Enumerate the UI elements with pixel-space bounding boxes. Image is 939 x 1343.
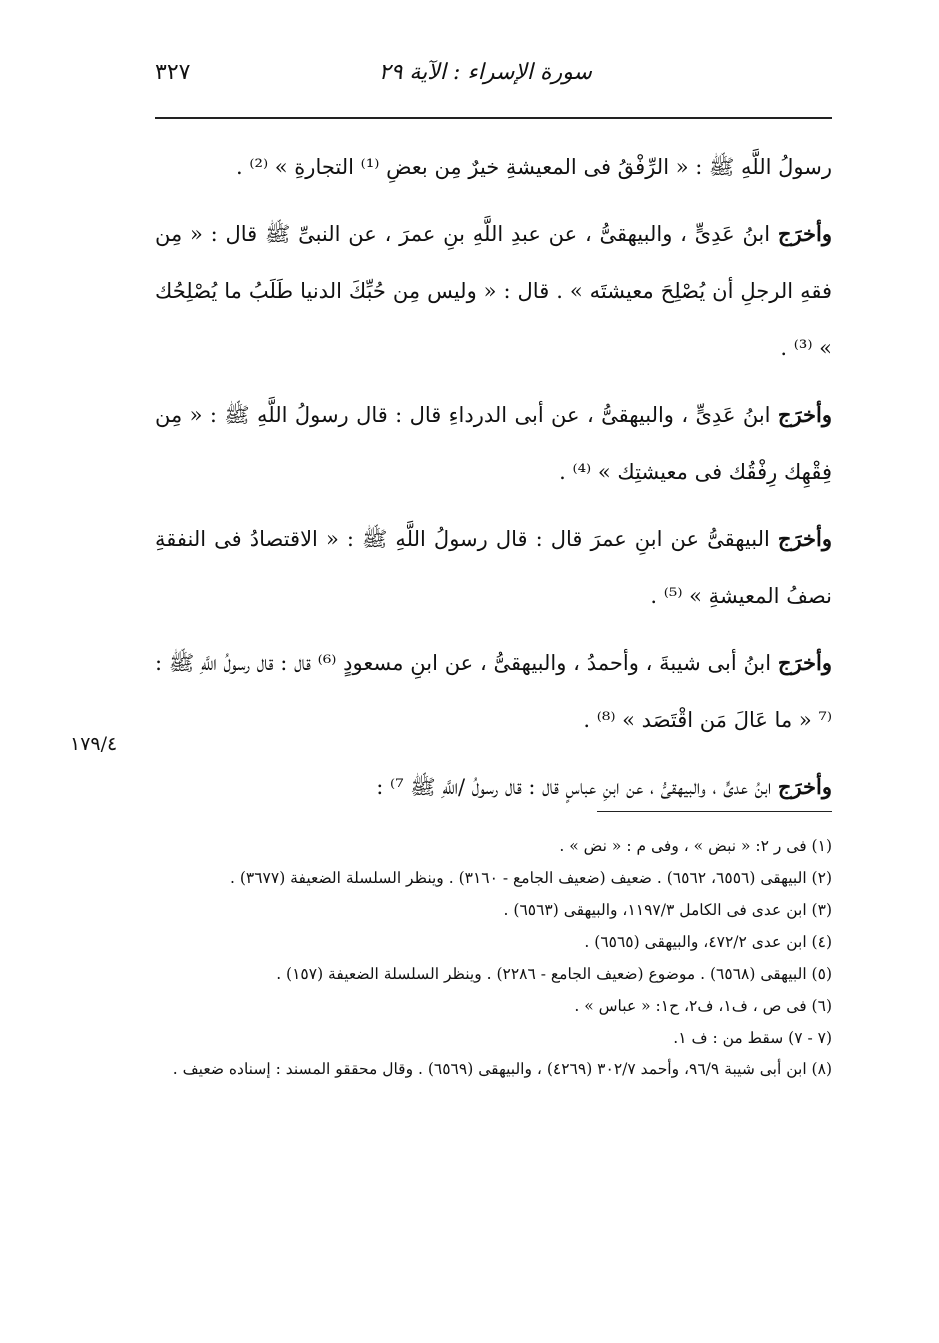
paragraph-text: ابنُ عَدِىٍّ ، والبيهقىُّ ، عن أبى الدرداءِ قال : قال رسولُ اللَّهِ ﷺ : « مِن فِقْهِك رِفْقُك فى معيشتِك » ⁽⁴⁾ . bbox=[155, 403, 832, 484]
paragraph bbox=[155, 634, 832, 749]
footnote: (٧ - ٧) سقط من : ف ١. bbox=[673, 1029, 832, 1047]
paragraph-lead: وأخرَج bbox=[777, 402, 832, 427]
paragraph-lead: وأخرَج bbox=[777, 221, 832, 246]
paragraph bbox=[155, 510, 832, 625]
main-text bbox=[155, 138, 832, 825]
paragraph-text: البيهقىُّ عن ابنِ عمرَ قال : قال رسولُ اللَّهِ ﷺ : « الاقتصادُ فى النفقةِ نصفُ المعيشةِ » ⁽⁵⁾ . bbox=[155, 527, 832, 608]
paragraph-lead: وأخرَج bbox=[777, 650, 832, 675]
footnote-divider bbox=[597, 811, 832, 812]
margin-reference: ١٧٩/٤ bbox=[70, 733, 118, 755]
paragraph-lead: وأخرَج bbox=[777, 526, 832, 551]
footnote: (٤) ابن عدى ٤٧٢/٢، والبيهقى (٦٥٦٥) . bbox=[584, 933, 832, 951]
footnotes bbox=[155, 830, 832, 1084]
page-number: ٣٢٧ bbox=[155, 60, 191, 85]
footnote: (٥) البيهقى (٦٥٦٨) . موضوع (ضعيف الجامع - ٢٢٨٦) . وينظر السلسلة الضعيفة (١٥٧) . bbox=[276, 965, 832, 983]
paragraph-text: رسولُ اللَّهِ ﷺ : « الرِّفْقُ فى المعيشةِ خيرٌ مِن بعضِ ⁽¹⁾ التجارةِ » ⁽²⁾ . bbox=[236, 155, 832, 179]
paragraph bbox=[155, 386, 832, 501]
footnote: (٨) ابن أبى شيبة ٩٦/٩، وأحمد ٣٠٢/٧ (٤٢٦٩) ، والبيهقى (٦٥٦٩) . وقال محققو المسند : إسناده ضعيف . bbox=[172, 1060, 832, 1078]
paragraph bbox=[155, 205, 832, 377]
paragraph-text: ابنُ عدىٍّ ، والبيهقىُّ ، عن ابنِ عباسٍ قال : قال رسولُ /اللَّهِ ﷺ ⁷⁾ : bbox=[376, 775, 778, 799]
paragraph bbox=[155, 138, 832, 196]
footnote: (٣) ابن عدى فى الكامل ١١٩٧/٣، والبيهقى (٦٥٦٣) . bbox=[503, 901, 832, 919]
page-header bbox=[155, 56, 832, 100]
footnote: (١) فى ر ٢: « نبض » ، وفى م : « نض » . bbox=[559, 837, 832, 855]
footnote: (٦) فى ص ، ف١، ف٢، ح١: « عباس » . bbox=[574, 997, 832, 1015]
paragraph-lead: وأخرَج bbox=[777, 774, 832, 799]
running-title: سورة الإسراء : الآية ٢٩ bbox=[378, 60, 592, 85]
paragraph-text: ابنُ عَدِىٍّ ، والبيهقىُّ ، عن عبدِ اللَّهِ بنِ عمرَ ، عن النبىِّ ﷺ قال : « مِن فقهِ الرجلِ أن يُصْلِحَ معيشتَه » . قال : « وليس مِن حُبِّكَ الدنيا طَلَبُ ما يُصْلِحُك » ⁽³⁾ . bbox=[155, 222, 832, 360]
header-divider bbox=[155, 117, 832, 119]
footnote: (٢) البيهقى (٦٥٥٦، ٦٥٦٢) . ضعيف (ضعيف الجامع - ٣١٦٠) . وينظر السلسلة الضعيفة (٣٦٧٧) . bbox=[229, 869, 832, 887]
paragraph bbox=[155, 758, 832, 816]
paragraph-text: ابنُ أبى شيبةَ ، وأحمدُ ، والبيهقىُّ ، عن ابنِ مسعودٍ ⁽⁶⁾ قال : قال رسولُ اللَّهِ ﷺ : ⁽⁷ « ما عَالَ مَن اقْتَصَد » ⁽⁸⁾ . bbox=[155, 651, 832, 732]
